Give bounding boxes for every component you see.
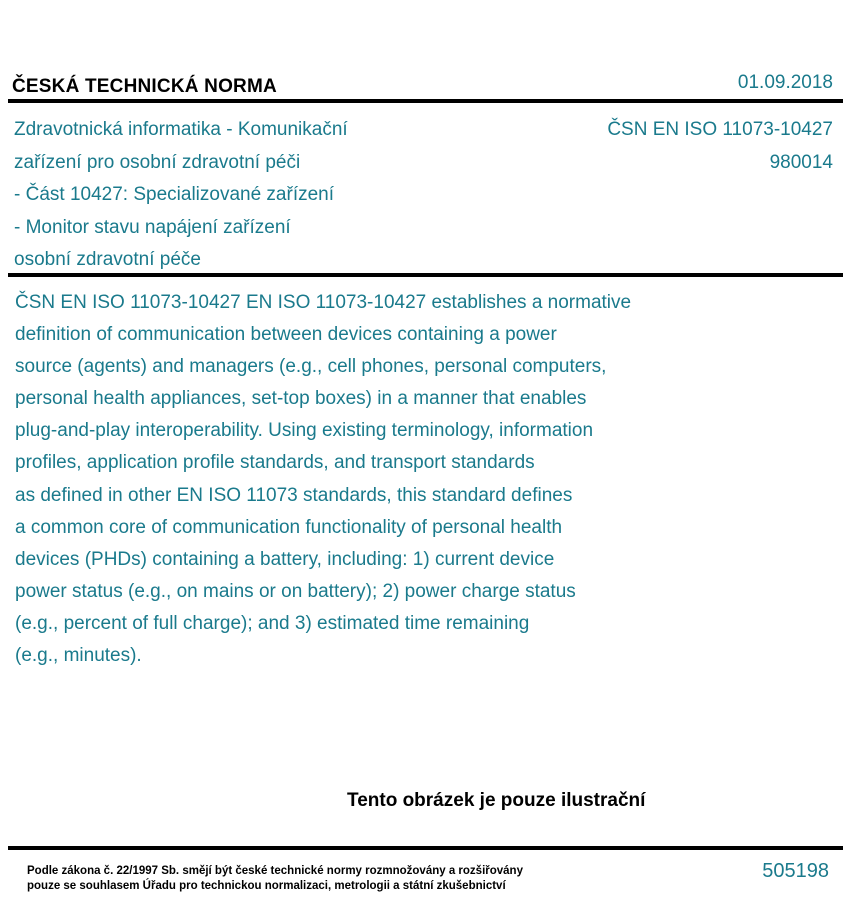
norm-header-title: ČESKÁ TECHNICKÁ NORMA (12, 76, 277, 97)
illustration-note: Tento obrázek je pouze ilustrační (347, 790, 646, 811)
footer-rule (8, 846, 843, 850)
abstract-line: devices (PHDs) containing a battery, including: 1) current device (15, 548, 555, 570)
abstract-line: profiles, application profile standards, and transport standards (15, 452, 535, 474)
title-line: osobní zdravotní péče (14, 249, 201, 270)
title-line: Zdravotnická informatika - Komunikační (14, 119, 348, 140)
standard-code: ČSN EN ISO 11073-10427 (607, 119, 833, 140)
abstract-line: (e.g., percent of full charge); and 3) estimated time remaining (15, 612, 530, 634)
legal-line: Podle zákona č. 22/1997 Sb. smějí být české technické normy rozmnožovány a rozšiřovány (27, 865, 523, 877)
abstract-line: (e.g., minutes). (15, 645, 142, 667)
abstract-line: source (agents) and managers (e.g., cell phones, personal computers, (15, 356, 607, 378)
abstract-line: ČSN EN ISO 11073-10427 EN ISO 11073-10427 establishes a normative (15, 292, 632, 313)
class-number: 980014 (769, 151, 833, 173)
document-title (14, 114, 434, 277)
abstract (15, 287, 735, 672)
abstract-line: plug-and-play interoperability. Using existing terminology, information (15, 420, 594, 442)
abstract-line: power status (e.g., on mains or on battery); 2) power charge status (15, 580, 576, 602)
abstract-line: personal health appliances, set-top boxes) in a manner that enables (15, 388, 587, 410)
legal-line: pouze se souhlasem Úřadu pro technickou normalizaci, metrologii a státní zkušebnictví (27, 880, 506, 892)
title-line: - Monitor stavu napájení zařízení (14, 216, 291, 238)
title-line: - Část 10427: Specializované zařízení (14, 184, 335, 205)
publication-date: 01.09.2018 (737, 72, 833, 93)
title-line: zařízení pro osobní zdravotní péči (14, 151, 301, 173)
abstract-line: a common core of communication functionality of personal health (15, 516, 563, 538)
standard-identifiers (607, 114, 833, 179)
title-rule (8, 273, 843, 277)
document-number: 505198 (762, 860, 829, 882)
legal-notice (27, 864, 523, 894)
abstract-line: as defined in other EN ISO 11073 standards, this standard defines (15, 484, 573, 506)
header-rule (8, 99, 843, 103)
abstract-line: definition of communication between devices containing a power (15, 324, 557, 346)
